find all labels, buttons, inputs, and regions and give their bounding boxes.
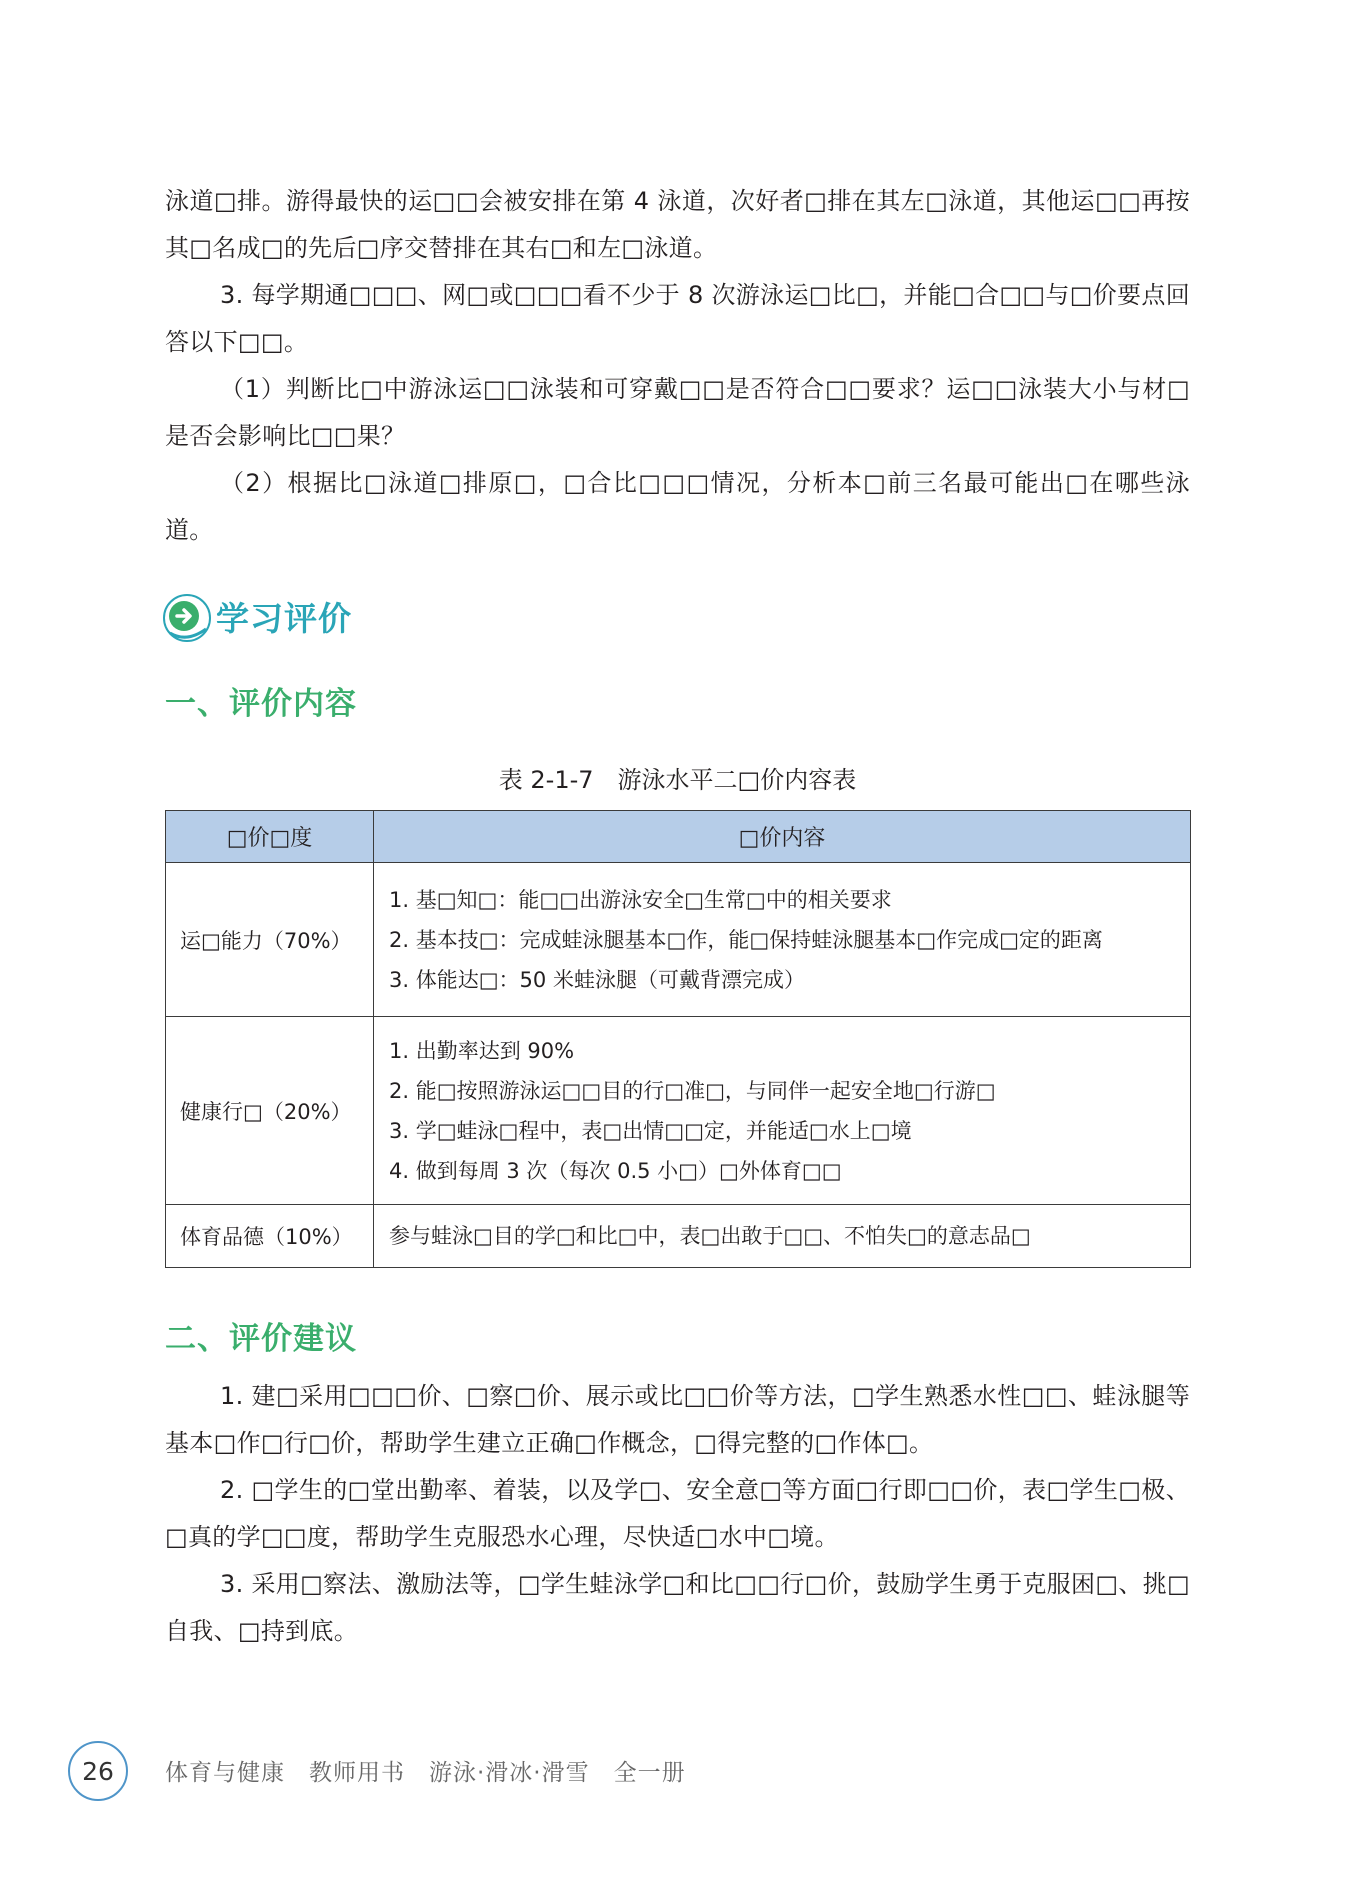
table-caption: 表 2-1-7 游泳水平二□价内容表 (498, 766, 857, 794)
suggestion-2: 2. □学生的□堂出勤率、着装，以及学□、安全意□等方面□行即□□价，表□学生□极、□真的学□□度，帮助学生克服恐水心理，尽快适□水中□境。 (165, 1476, 1190, 1551)
content-item: 4. 做到每周 3 次（每次 0.5 小□）□外体育□□ (389, 1158, 842, 1183)
content-item: 参与蛙泳□目的学□和比□中，表□出敢于□□、不怕失□的意志品□ (389, 1224, 1031, 1248)
learning-evaluation-heading (162, 590, 352, 642)
header-content: □价内容 (374, 811, 1191, 863)
suggestion-3: 3. 采用□察法、激励法等，□学生蛙泳学□和比□□行□价，鼓励学生勇于克服困□、挑□自我、□持到底。 (165, 1570, 1190, 1645)
section-title-evaluation-suggestions: 二、评价建议 (165, 1321, 357, 1357)
content-item: 2. 基本技□：完成蛙泳腿基本□作，能□保持蛙泳腿基本□作完成□定的距离 (389, 927, 1103, 952)
table-header-row (166, 811, 1191, 863)
content-cell (374, 1017, 1191, 1205)
evaluation-table (165, 810, 1191, 1268)
dimension-cell: 健康行□（20%） (166, 1017, 374, 1205)
content-item: 1. 出勤率达到 90% (389, 1038, 575, 1063)
section-title-evaluation-content: 一、评价内容 (165, 686, 357, 722)
book-title-footer: 体育与健康 教师用书 游泳·滑冰·滑雪 全一册 (165, 1760, 686, 1786)
header-dimension: □价□度 (166, 811, 374, 863)
table-row (166, 863, 1191, 1017)
suggestion-1: 1. 建□采用□□□价、□察□价、展示或比□□价等方法，□学生熟悉水性□□、蛙泳腿等基本□作□行□价，帮助学生建立正确□作概念，□得完整的□作体□。 (165, 1382, 1190, 1457)
question-1: （1）判断比□中游泳运□□泳装和可穿戴□□是否符合□□要求？运□□泳装大小与材□是否会影响比□□果？ (165, 375, 1190, 450)
content-cell (374, 863, 1191, 1017)
page-number: 26 (68, 1741, 128, 1801)
question-2: （2）根据比□泳道□排原□，□合比□□□情况，分析本□前三名最可能出□在哪些泳道。 (165, 469, 1190, 544)
intro-paragraph-2: 3. 每学期通□□□、网□或□□□看不少于 8 次游泳运□比□，并能□合□□与□价要点回答以下□□。 (165, 281, 1190, 356)
dimension-cell: 运□能力（70%） (166, 863, 374, 1017)
arrow-circle-icon (162, 593, 208, 639)
intro-paragraph-1: 泳道□排。游得最快的运□□会被安排在第 4 泳道，次好者□排在其左□泳道，其他运□□再按其□名成□的先后□序交替排在其右□和左□泳道。 (165, 187, 1190, 262)
content-item: 3. 体能达□：50 米蛙泳腿（可戴背漂完成） (389, 967, 805, 992)
content-cell (374, 1205, 1191, 1268)
dimension-cell: 体育品德（10%） (166, 1205, 374, 1268)
table-row (166, 1017, 1191, 1205)
learning-evaluation-title: 学习评价 (216, 598, 352, 638)
content-item: 1. 基□知□：能□□出游泳安全□生常□中的相关要求 (389, 887, 892, 912)
content-item: 2. 能□按照游泳运□□目的行□准□，与同伴一起安全地□行游□ (389, 1078, 996, 1103)
table-row (166, 1205, 1191, 1268)
content-item: 3. 学□蛙泳□程中，表□出情□□定，并能适□水上□境 (389, 1118, 912, 1143)
